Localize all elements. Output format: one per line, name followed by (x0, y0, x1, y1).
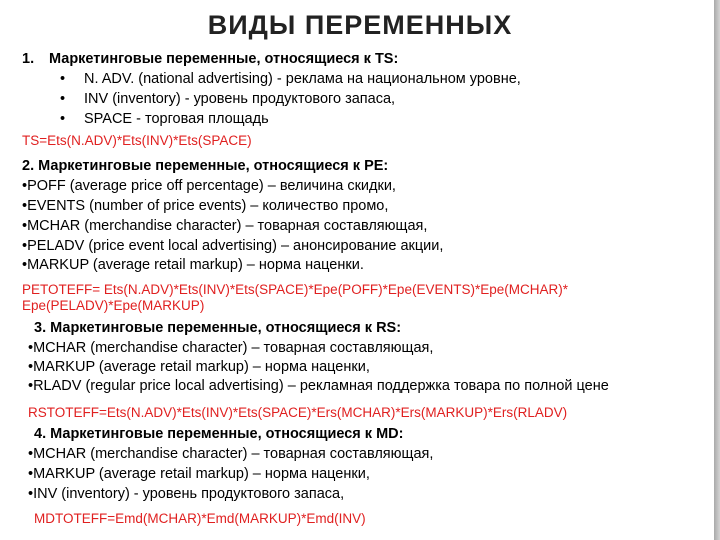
bullet-icon: • (60, 71, 66, 87)
section2-heading: 2. Маркетинговые переменные, относящиеся к PE: (22, 158, 389, 174)
page-title: ВИДЫ ПЕРЕМЕННЫХ (207, 10, 513, 40)
section1-formula: TS=Ets(N.ADV)*Ets(INV)*Ets(SPACE) (22, 133, 252, 148)
section4-item: •INV (inventory) - уровень продуктового запаса, (28, 486, 345, 502)
section2-item: •PELADV (price event local advertising) – анонсирование акции, (22, 238, 444, 254)
bullet-icon: • (60, 91, 66, 107)
section1-heading: Маркетинговые переменные, относящиеся к TS: (49, 51, 399, 67)
section2-item: •MARKUP (average retail markup) – норма наценки. (22, 257, 364, 273)
section1-item: INV (inventory) - уровень продуктового запаса, (84, 91, 396, 107)
section1-item: SPACE - торговая площадь (84, 111, 269, 127)
section2-formula-line2: Epe(PELADV)*Epe(MARKUP) (22, 298, 205, 313)
section3-item: •MARKUP (average retail markup) – норма наценки, (28, 359, 370, 375)
section1-number: 1. (22, 51, 35, 67)
section2-item: •EVENTS (number of price events) – количество промо, (22, 198, 389, 214)
section4-item: •MARKUP (average retail markup) – норма наценки, (28, 466, 370, 482)
right-edge-bar (714, 0, 720, 540)
section3-item: •RLADV (regular price local advertising) – рекламная поддержка товара по полной цене (28, 378, 609, 394)
bullet-icon: • (60, 111, 66, 127)
section4-heading: 4. Маркетинговые переменные, относящиеся к MD: (34, 426, 404, 442)
section3-item: •MCHAR (merchandise character) – товарная составляющая, (28, 340, 434, 356)
section1-item: N. ADV. (national advertising) - реклама на национальном уровне, (84, 71, 521, 87)
section4-item: •MCHAR (merchandise character) – товарная составляющая, (28, 446, 434, 462)
section3-formula: RSTOTEFF=Ets(N.ADV)*Ets(INV)*Ets(SPACE)*Ers(MCHAR)*Ers(MARKUP)*Ers(RLADV) (28, 405, 568, 420)
section2-formula-line1: PETOTEFF= Ets(N.ADV)*Ets(INV)*Ets(SPACE)*Epe(POFF)*Epe(EVENTS)*Epe(MCHAR)* (22, 282, 568, 297)
section2-item: •MCHAR (merchandise character) – товарная составляющая, (22, 218, 428, 234)
section3-heading: 3. Маркетинговые переменные, относящиеся к RS: (34, 320, 402, 336)
section2-item: •POFF (average price off percentage) – величина скидки, (22, 178, 396, 194)
section4-formula: MDTOTEFF=Emd(MCHAR)*Emd(MARKUP)*Emd(INV) (34, 511, 366, 526)
